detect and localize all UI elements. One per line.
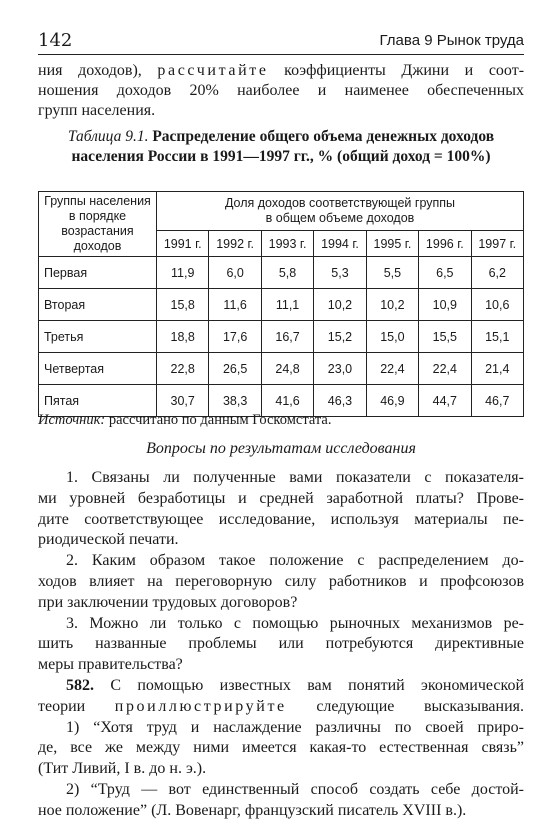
question-line: дите соответствующее исследование, используя материалы пе- — [38, 510, 524, 528]
year-header: 1991 г. — [157, 231, 209, 257]
group-name-cell: Третья — [39, 321, 157, 353]
intro-line — [38, 61, 524, 81]
value-cell: 46,7 — [471, 385, 523, 417]
value-cell: 6,5 — [419, 257, 471, 289]
value-cell: 44,7 — [419, 385, 471, 417]
intro-paragraph — [38, 61, 524, 121]
table-row — [39, 257, 524, 289]
source-text: рассчитано по данным Госкомстата. — [108, 412, 332, 428]
value-cell: 15,2 — [314, 321, 366, 353]
table-source — [38, 412, 331, 429]
chapter-title: Глава 9 Рынок труда — [379, 32, 524, 49]
income-share-header — [157, 192, 524, 231]
value-cell: 15,5 — [419, 321, 471, 353]
emphasized-word: рассчитайте — [157, 62, 269, 79]
value-cell: 10,2 — [314, 289, 366, 321]
value-cell: 46,3 — [314, 385, 366, 417]
question-line: 1. Связаны ли полученные вами показатели с показателя- — [66, 469, 524, 486]
value-cell: 16,7 — [261, 321, 313, 353]
quote-line: ное положение” (Л. Вовенарг, французский писатель XVIII в.). — [38, 801, 467, 819]
value-cell: 11,6 — [209, 289, 261, 321]
value-cell: 15,0 — [366, 321, 418, 353]
value-cell: 10,2 — [366, 289, 418, 321]
table-row — [39, 289, 524, 321]
value-cell: 11,1 — [261, 289, 313, 321]
value-cell: 22,4 — [419, 353, 471, 385]
task-number: 582. — [66, 676, 94, 694]
intro-line: ношения доходов 20% наиболее и наименее обеспеченных — [38, 82, 524, 99]
year-header: 1994 г. — [314, 231, 366, 257]
intro-text: ния доходов), — [38, 62, 142, 79]
task-text: теории — [38, 697, 86, 715]
value-cell: 30,7 — [157, 385, 209, 417]
value-cell: 5,8 — [261, 257, 313, 289]
task-text: следующие высказывания. — [316, 697, 524, 715]
question-line: 3. Можно ли только с помощью рыночных механизмов ре- — [66, 614, 524, 632]
running-header — [38, 30, 524, 55]
value-cell: 46,9 — [366, 385, 418, 417]
header-line: доходов — [73, 239, 122, 253]
year-header: 1997 г. — [471, 231, 523, 257]
group-name-cell: Четвертая — [39, 353, 157, 385]
table-title: Распределение общего объема денежных доходов — [152, 128, 495, 145]
year-header: 1993 г. — [261, 231, 313, 257]
question-line: при заключении трудовых договоров? — [38, 593, 298, 611]
table-title: населения России в 1991—1997 гг., % (общий доход = 100%) — [71, 148, 491, 165]
quote-line: 2) “Труд — вот единственный способ создать себе достой- — [66, 780, 524, 798]
task-line — [38, 676, 524, 697]
quote-line: де, все же между ними имеется какая-то естественная связь” — [38, 739, 524, 757]
group-name-cell: Первая — [39, 257, 157, 289]
question-line: ходов влияет на переговорную силу работников и профсоюзов — [38, 572, 524, 590]
value-cell: 26,5 — [209, 353, 261, 385]
header-line: Доля доходов соответствующей группы — [224, 196, 456, 210]
header-line: в общем объеме доходов — [265, 211, 415, 225]
table-row — [39, 321, 524, 353]
value-cell: 22,8 — [157, 353, 209, 385]
value-cell: 23,0 — [314, 353, 366, 385]
value-cell: 41,6 — [261, 385, 313, 417]
groups-column-header — [39, 192, 157, 257]
question-line: 2. Каким образом такое положение с распределением до- — [66, 552, 524, 570]
group-name-cell: Вторая — [39, 289, 157, 321]
table-caption — [38, 127, 524, 167]
year-header: 1992 г. — [209, 231, 261, 257]
emphasized-word: проиллюстрируйте — [114, 697, 287, 715]
value-cell: 21,4 — [471, 353, 523, 385]
value-cell: 5,5 — [366, 257, 418, 289]
quote-line: (Тит Ливий, I в. до н. э.). — [38, 760, 207, 778]
value-cell: 15,8 — [157, 289, 209, 321]
header-line: Группы населения — [44, 194, 151, 208]
income-distribution-table — [38, 191, 524, 417]
year-header: 1996 г. — [419, 231, 471, 257]
header-line: в порядке — [68, 209, 127, 223]
header-line: возрастания — [61, 224, 134, 238]
group-name-cell: Пятая — [39, 385, 157, 417]
value-cell: 18,8 — [157, 321, 209, 353]
question-line: меры правительства? — [38, 656, 183, 674]
task-line — [38, 697, 524, 718]
intro-line: групп населения. — [38, 102, 156, 119]
value-cell: 10,9 — [419, 289, 471, 321]
questions-section — [38, 468, 524, 822]
question-line: риодической печати. — [38, 531, 179, 549]
page-number: 142 — [38, 30, 73, 51]
value-cell: 15,1 — [471, 321, 523, 353]
value-cell: 10,6 — [471, 289, 523, 321]
question-line: шить названные проблемы или потребуются директивные — [38, 635, 524, 653]
questions-heading: Вопросы по результатам исследования — [146, 440, 416, 457]
source-label: Источник: — [38, 412, 106, 428]
year-header: 1995 г. — [366, 231, 418, 257]
table-label: Таблица 9.1. — [67, 128, 149, 145]
value-cell: 38,3 — [209, 385, 261, 417]
value-cell: 11,9 — [157, 257, 209, 289]
value-cell: 24,8 — [261, 353, 313, 385]
table-row — [39, 353, 524, 385]
value-cell: 22,4 — [366, 353, 418, 385]
value-cell: 6,2 — [471, 257, 523, 289]
question-line: ми уровней безработицы и средней заработной платы? Прове- — [38, 489, 524, 507]
quote-line: 1) “Хотя труд и наслаждение различны по своей приро- — [66, 718, 524, 736]
intro-text: коэффициенты Джини и соот- — [284, 62, 525, 79]
value-cell: 6,0 — [209, 257, 261, 289]
value-cell: 5,3 — [314, 257, 366, 289]
task-text: С помощью известных вам понятий экономической — [110, 676, 525, 694]
value-cell: 17,6 — [209, 321, 261, 353]
